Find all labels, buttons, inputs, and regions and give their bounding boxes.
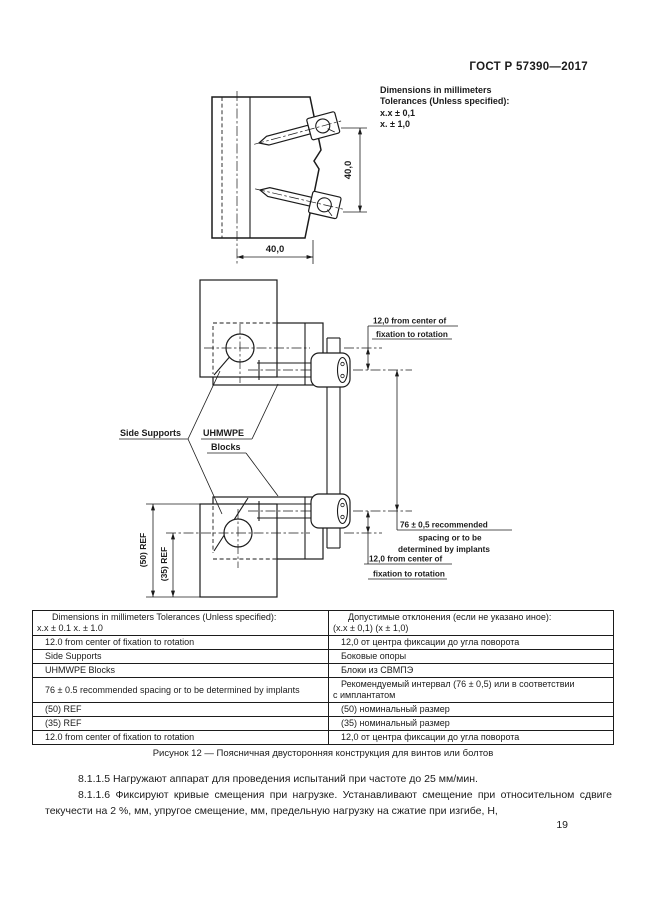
screw-block-detail-drawing <box>170 80 380 270</box>
table-row <box>33 717 614 731</box>
dim-screw-spacing-vertical <box>341 128 367 212</box>
table-row <box>33 731 614 745</box>
table-cell <box>328 611 613 636</box>
cell-line: (35) номинальный размер <box>340 718 450 728</box>
cell-line: Боковые опоры <box>340 651 407 661</box>
dim-ref-35-label: (35) REF <box>159 546 169 582</box>
dim-ref-50-label: (50) REF <box>138 532 148 568</box>
tolerance-note-line: x. ± 1,0 <box>380 118 410 129</box>
tolerance-note-line: Tolerances (Unless specified): <box>380 96 510 107</box>
cell-line: Side Supports <box>45 651 102 661</box>
body-text <box>45 771 612 819</box>
table-cell <box>33 717 329 731</box>
tolerance-note-line: x.x ± 0,1 <box>380 107 415 118</box>
cell-line: 12,0 от центра фиксации до угла поворота <box>340 637 520 647</box>
figure-caption: Рисунок 12 — Поясничная двусторонняя конструкция для винтов или болтов <box>152 748 494 759</box>
side-supports-callout <box>119 371 222 514</box>
tulip-head-lower <box>311 494 350 528</box>
dim-offset-bottom-line1: 12,0 from center of <box>369 554 443 564</box>
cell-line: с имплантатом <box>332 690 396 700</box>
pedicle-screw-upper <box>251 110 344 155</box>
dim-ref-35 <box>159 533 173 597</box>
table-cell <box>328 664 613 678</box>
cell-line: (x.x ± 0,1) (x ± 1,0) <box>332 623 409 633</box>
tolerance-note <box>380 85 509 130</box>
tolerance-note-line: Dimensions in millimeters <box>380 85 492 95</box>
dim-offset-top-line1: 12,0 from center of <box>373 316 447 326</box>
table-cell <box>328 636 613 650</box>
cell-line: (35) REF <box>45 718 82 728</box>
table-cell <box>328 731 613 745</box>
page-number: 19 <box>556 819 568 831</box>
table-cell <box>33 703 329 717</box>
table-cell <box>33 650 329 664</box>
dim-width-label: 40,0 <box>265 244 285 255</box>
cell-line: UHMWPE Blocks <box>45 665 116 675</box>
table-cell <box>33 611 329 636</box>
cell-line: 12.0 from center of fixation to rotation <box>45 637 195 647</box>
table-row <box>33 664 614 678</box>
body-paragraph: 8.1.1.6 Фиксируют кривые смещения при нагрузке. Устанавливают смещение при относительном сдвиге текучести на 2 %, мм, упругое смещение, мм, предельную нагрузку на сжатие при изгибе, Н, <box>45 789 612 817</box>
dim-spacing-line3: determined by implants <box>398 545 490 554</box>
tulip-head-upper <box>311 353 350 387</box>
side-supports-label: Side Supports <box>120 428 182 438</box>
cell-line: (50) REF <box>45 704 82 714</box>
body-paragraph: 8.1.1.5 Нагружают аппарат для проведения испытаний при частоте до 25 мм/мин. <box>78 773 478 785</box>
dim-block-width-horizontal <box>237 240 313 264</box>
table-row <box>33 703 614 717</box>
cell-line: Допустимые отклонения (если не указано иное): <box>347 612 552 622</box>
table-row <box>33 636 614 650</box>
translation-table <box>32 610 614 745</box>
table-row <box>33 611 614 636</box>
table-cell <box>33 678 329 703</box>
cell-line: x.x ± 0.1 x. ± 1.0 <box>37 623 103 633</box>
assembly-drawing <box>100 270 530 610</box>
table-row <box>33 678 614 703</box>
cell-line: (50) номинальный размер <box>340 704 450 714</box>
table-cell <box>328 678 613 703</box>
cell-line: 12,0 от центра фиксации до угла поворота <box>340 732 520 742</box>
cell-line: Dimensions in millimeters Tolerances (Unless specified): <box>52 612 277 622</box>
uhmwpe-label-line2: Blocks <box>211 442 241 452</box>
table-cell <box>328 717 613 731</box>
uhmwpe-callout <box>201 384 278 496</box>
dim-offset-top-line2: fixation to rotation <box>376 330 448 339</box>
table-row <box>33 650 614 664</box>
cell-line: Рекомендуемый интервал (76 ± 0,5) или в соответствии <box>340 679 575 689</box>
pedicle-screw-lower <box>253 178 346 220</box>
dim-offset-top <box>368 317 458 371</box>
table-cell <box>33 664 329 678</box>
table-cell <box>328 650 613 664</box>
table-cell <box>328 703 613 717</box>
cell-line: 12.0 from center of fixation to rotation <box>45 732 195 742</box>
dim-spacing-76 <box>397 370 512 554</box>
cell-line: 76 ± 0.5 recommended spacing or to be determined by implants <box>45 684 300 695</box>
uhmwpe-label-line1: UHMWPE <box>203 428 244 438</box>
cell-line: Блоки из СВМПЭ <box>340 665 414 675</box>
dim-height-label: 40,0 <box>343 160 354 180</box>
table-cell <box>33 636 329 650</box>
dim-spacing-line2: spacing or to be <box>418 533 482 543</box>
dim-spacing-line1: 76 ± 0,5 recommended <box>400 520 488 530</box>
clamp-block-outline <box>212 91 321 265</box>
standard-number-header: ГОСТ Р 57390—2017 <box>469 61 588 73</box>
dim-offset-bottom-line2: fixation to rotation <box>373 569 445 579</box>
table-cell <box>33 731 329 745</box>
